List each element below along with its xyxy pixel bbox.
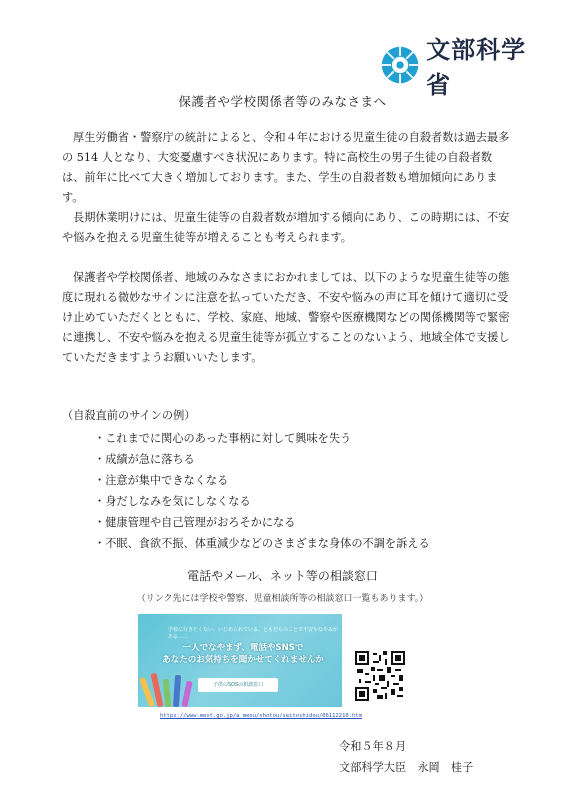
list-item: ・健康管理や自己管理がおろそかになる xyxy=(94,516,296,529)
list-item: ・成績が急に落ちる xyxy=(94,453,195,466)
consultation-link[interactable]: https://www.mext.go.jp/a_menu/shotou/seitoshidou/06112210.htm xyxy=(160,713,362,719)
banner-main-line-2: あなたのお気持ちを聞かせてくれませんか xyxy=(162,655,324,665)
list-item: ・身だしなみを気にしなくなる xyxy=(94,495,251,508)
list-item: ・不眠、食欲不振、体重減少などのさまざまな身体の不調を訴える xyxy=(94,537,430,550)
banner-main-line-1: 一人でなやまず、電話やSNSで xyxy=(182,643,304,653)
qr-code-icon[interactable] xyxy=(355,651,405,701)
mext-emblem-icon xyxy=(380,43,420,87)
consultation-note: （リンク先には学校や警察、児童相談所等の相談窓口一覧もあります。） xyxy=(136,594,429,604)
mext-logo xyxy=(380,36,540,99)
signs-heading: （自殺直前のサインの例） xyxy=(62,409,196,422)
list-item: ・注意が集中できなくなる xyxy=(94,474,229,487)
signs-list xyxy=(94,428,430,554)
consultation-title: 電話やメール、ネット等の相談窓口 xyxy=(187,569,378,583)
paragraph-request: 保護者や学校関係者、地域のみなさまにおかれましては、以下のような児童生徒等の態度に現れる微妙なサインに注意を払っていただき、不安や悩みの声に耳を傾けて適切に受け止めていただくとともに、学校、家庭、地域、警察や医療機関などの関係機関等で緊密に連携し、不安や悩みを抱える児童生徒等が孤立することのないよう、地域全体で支援していただきますようお願いいたします。 xyxy=(62,271,510,364)
list-item: ・これまでに関心のあった事柄に対して興味を失う xyxy=(94,432,352,445)
consultation-banner[interactable] xyxy=(138,614,342,707)
paragraph-statistics: 厚生労働省・警察庁の統計によると、令和４年における児童生徒の自殺者数は過去最多の 514 人となり、大変憂慮すべき状況にあります。特に高校生の男子生徒の自殺者数は、前年に比べて大きく増加しております。また、学生の自殺者数も増加傾向にあります。 xyxy=(62,131,510,204)
banner-top-text: 学校に行きたくない、いじめられている、ともだちのことで不安やなやみがある…… xyxy=(168,627,339,640)
page-title: 保護者や学校関係者等のみなさまへ xyxy=(178,94,387,109)
banner-foot-label: 子供のSOSの相談窓口 xyxy=(198,678,278,692)
paragraph-holidays: 長期休業明けには、児童生徒等の自殺者数が増加する傾向にあり、この時期には、不安や悩みを抱える児童生徒等が増えることも考えられます。 xyxy=(62,211,510,244)
banner-main-text xyxy=(158,642,328,666)
minister-signature: 文部科学大臣 永岡 桂子 xyxy=(339,761,474,774)
logo-text: 文部科学省 xyxy=(426,36,527,99)
issue-date: 令和５年８月 xyxy=(339,740,407,753)
